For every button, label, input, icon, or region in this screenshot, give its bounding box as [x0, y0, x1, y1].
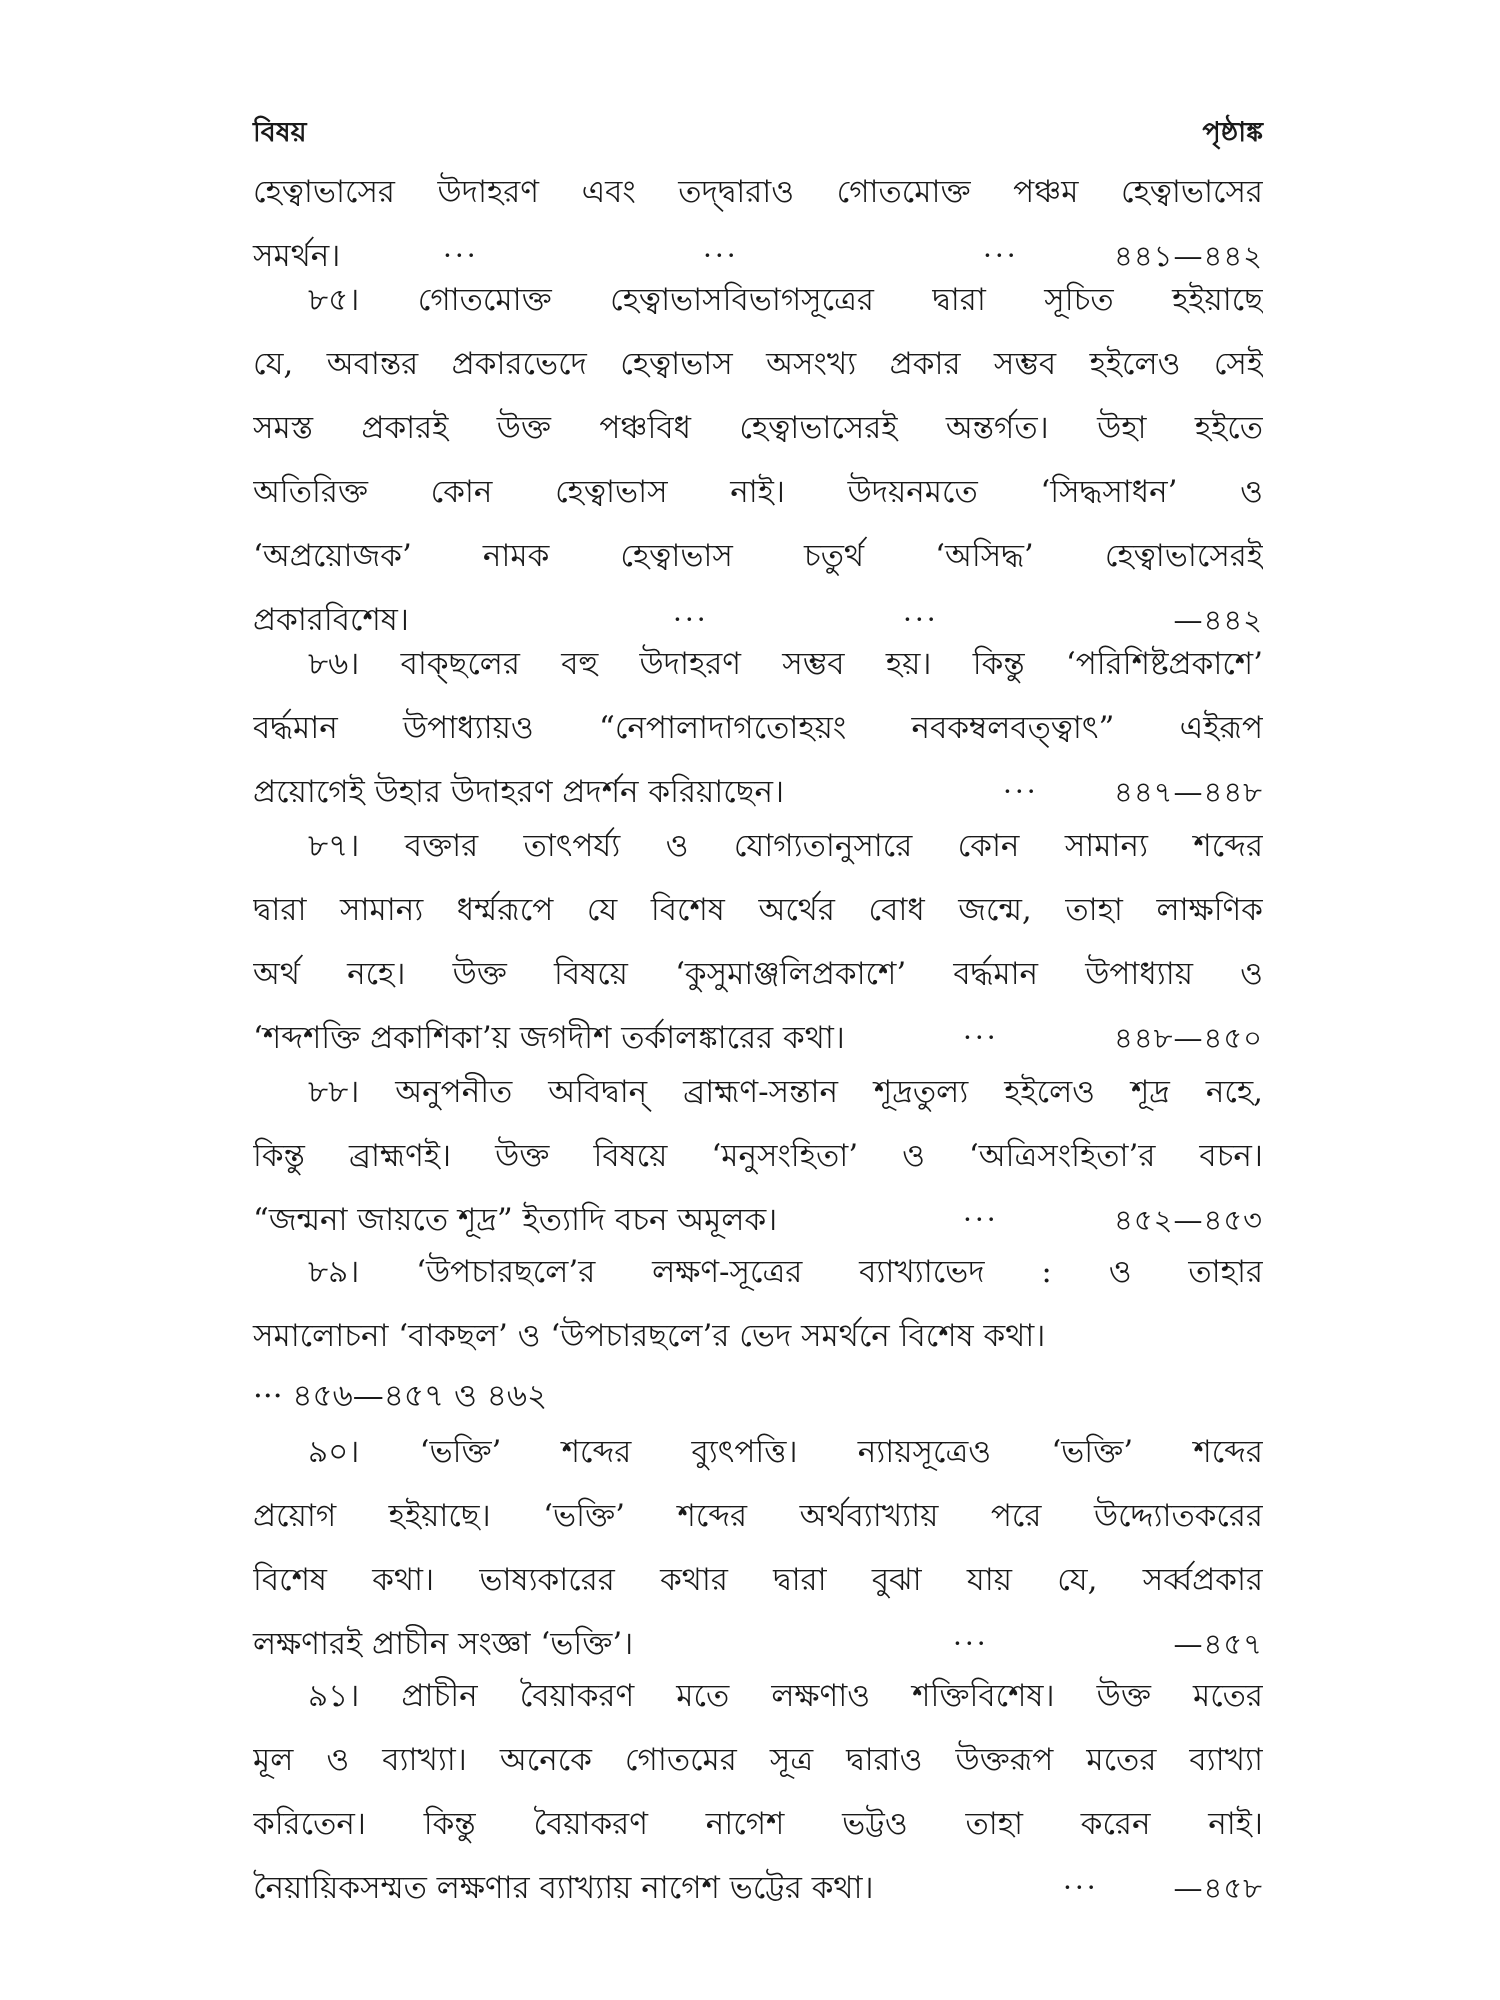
entry-line: প্রয়োগ হইয়াছে। ‘ভক্তি’ শব্দের অর্থব্যাখ্যায় পরে উদ্দ্যোতকরের — [253, 1498, 1263, 1534]
entry-line: অতিরিক্ত কোন হেত্বাভাস নাই। উদয়নমতে ‘সিদ্ধসাধন’ ও — [253, 474, 1263, 510]
index-entry — [253, 814, 1263, 1070]
entry-line: সমস্ত প্রকারই উক্ত পঞ্চবিধ হেত্বাভাসেরই অন্তর্গত। উহা হইতে — [253, 410, 1263, 446]
entry-line: মূল ও ব্যাখ্যা। অনেকে গোতমের সূত্র দ্বারাও উক্তরূপ মতের ব্যাখ্যা — [253, 1742, 1263, 1778]
entry-line: “জন্মনা জায়তে শূদ্র” ইত্যাদি বচন অমূলক। ··· ৪৫২—৪৫৩ — [253, 1188, 1263, 1252]
entry-line — [253, 1368, 1263, 1424]
entry-line: করিতেন। কিন্তু বৈয়াকরণ নাগেশ ভট্টও তাহা করেন নাই। — [253, 1806, 1263, 1842]
leader-dots: ··· — [983, 239, 1019, 272]
index-entry — [253, 632, 1263, 824]
leader-dots: ··· — [703, 239, 739, 272]
entry-line: হেত্বাভাসের উদাহরণ এবং তদ্দ্বারাও গোতমোক্ত পঞ্চম হেত্বাভাসের — [253, 174, 1263, 210]
entry-line: সমালোচনা ‘বাকছল’ ও ‘উপচারছলে’র ভেদ সমর্থনে বিশেষ কথা। — [253, 1318, 1046, 1354]
index-entry — [253, 1420, 1263, 1676]
entry-line: ৮৫। গোতমোক্ত হেত্বাভাসবিভাগসূত্রের দ্বারা সূচিত হইয়াছে — [308, 282, 1263, 318]
page-range: ৪৪৮—৪৫০ — [1114, 1021, 1263, 1055]
page-range: ৪৫৬—৪৫৭ ও ৪৬২ — [292, 1378, 548, 1414]
leader-dots: ··· — [673, 603, 709, 636]
entry-line: ‘অপ্রয়োজক’ নামক হেত্বাভাস চতুর্থ ‘অসিদ্ধ’ হেত্বাভাসেরই — [253, 538, 1263, 574]
page-range: —৪৫৭ — [1173, 1627, 1263, 1661]
entry-line: ৮৭। বক্তার তাৎপর্য্য ও যোগ্যতানুসারে কোন সামান্য শব্দের — [308, 828, 1263, 864]
entry-line: বিশেষ কথা। ভাষ্যকারের কথার দ্বারা বুঝা যায় যে, সর্ব্বপ্রকার — [253, 1562, 1263, 1598]
leader-dots: ··· — [1063, 1871, 1099, 1904]
index-entry — [253, 1664, 1263, 1920]
entry-line: ‘শব্দশক্তি প্রকাশিকা’য় জগদীশ তর্কালঙ্কারের কথা। ··· ৪৪৮—৪৫০ — [253, 1006, 1263, 1070]
page-range: ৪৫২—৪৫৩ — [1114, 1203, 1263, 1237]
leader-dots: ··· — [953, 1627, 989, 1660]
leader-dots: ··· — [1003, 775, 1039, 808]
entry-line: অর্থ নহে। উক্ত বিষয়ে ‘কুসুমাঞ্জলিপ্রকাশে’ বর্দ্ধমান উপাধ্যায় ও — [253, 956, 1263, 992]
page-range: —৪৫৮ — [1173, 1871, 1263, 1905]
page-range: ৪৪৭—৪৪৮ — [1114, 775, 1263, 809]
entry-line: যে, অবান্তর প্রকারভেদে হেত্বাভাস অসংখ্য প্রকার সম্ভব হইলেও সেই — [253, 346, 1263, 382]
page-range: —৪৪২ — [1173, 603, 1263, 637]
leader-dots: ··· — [963, 1021, 999, 1054]
leader-dots: ··· — [963, 1203, 999, 1236]
page-header — [253, 112, 1263, 157]
entry-line: ৮৬। বাক্‌ছলের বহু উদাহরণ সম্ভব হয়। কিন্তু ‘পরিশিষ্টপ্রকাশে’ — [308, 646, 1263, 682]
entry-line: কিন্তু ব্রাহ্মণই। উক্ত বিষয়ে ‘মনুসংহিতা’ ও ‘অত্রিসংহিতা’র বচন। — [253, 1138, 1263, 1174]
entry-line: ৯০। ‘ভক্তি’ শব্দের ব্যুৎপত্তি। ন্যায়সূত্রেও ‘ভক্তি’ শব্দের — [308, 1434, 1263, 1470]
header-subject: বিষয় — [253, 117, 307, 148]
page-range: ৪৪১—৪৪২ — [1114, 239, 1263, 273]
entry-line: নৈয়ায়িকসম্মত লক্ষণার ব্যাখ্যায় নাগেশ ভট্টের কথা। ··· —৪৫৮ — [253, 1856, 1263, 1920]
entry-line: ৯১। প্রাচীন বৈয়াকরণ মতে লক্ষণাও শক্তিবিশেষ। উক্ত মতের — [308, 1678, 1263, 1714]
leader-dots: ··· — [443, 239, 479, 272]
index-entry — [253, 1060, 1263, 1252]
index-entry — [253, 1240, 1263, 1424]
leader-dots: ··· — [903, 603, 939, 636]
entry-line: লক্ষণারই প্রাচীন সংজ্ঞা ‘ভক্তি’। ··· —৪৫৭ — [253, 1612, 1263, 1676]
index-entry — [253, 268, 1263, 652]
entry-line: প্রয়োগেই উহার উদাহরণ প্রদর্শন করিয়াছেন। ··· ৪৪৭—৪৪৮ — [253, 760, 1263, 824]
entry-line: ৮৮। অনুপনীত অবিদ্বান্ ব্রাহ্মণ-সন্তান শূদ্রতুল্য হইলেও শূদ্র নহে, — [308, 1074, 1263, 1110]
entry-line: দ্বারা সামান্য ধর্ম্মরূপে যে বিশেষ অর্থের বোধ জন্মে, তাহা লাক্ষণিক — [253, 892, 1263, 928]
entry-line: সমর্থন। ··· ··· ··· ৪৪১—৪৪২ — [253, 224, 1263, 288]
entry-line: বর্দ্ধমান উপাধ্যায়ও “নেপালাদাগতোহয়ং নবকম্বলবত্ত্বাৎ” এইরূপ — [253, 710, 1263, 746]
leader-dots: ··· — [253, 1378, 283, 1414]
header-page-number: পৃষ্ঠাঙ্ক — [1202, 117, 1263, 148]
entry-line: ৮৯। ‘উপচারছলে’র লক্ষণ-সূত্রের ব্যাখ্যাভেদ : ও তাহার — [308, 1254, 1263, 1290]
entry-line: প্রকারবিশেষ। ··· ··· —৪৪২ — [253, 588, 1263, 652]
